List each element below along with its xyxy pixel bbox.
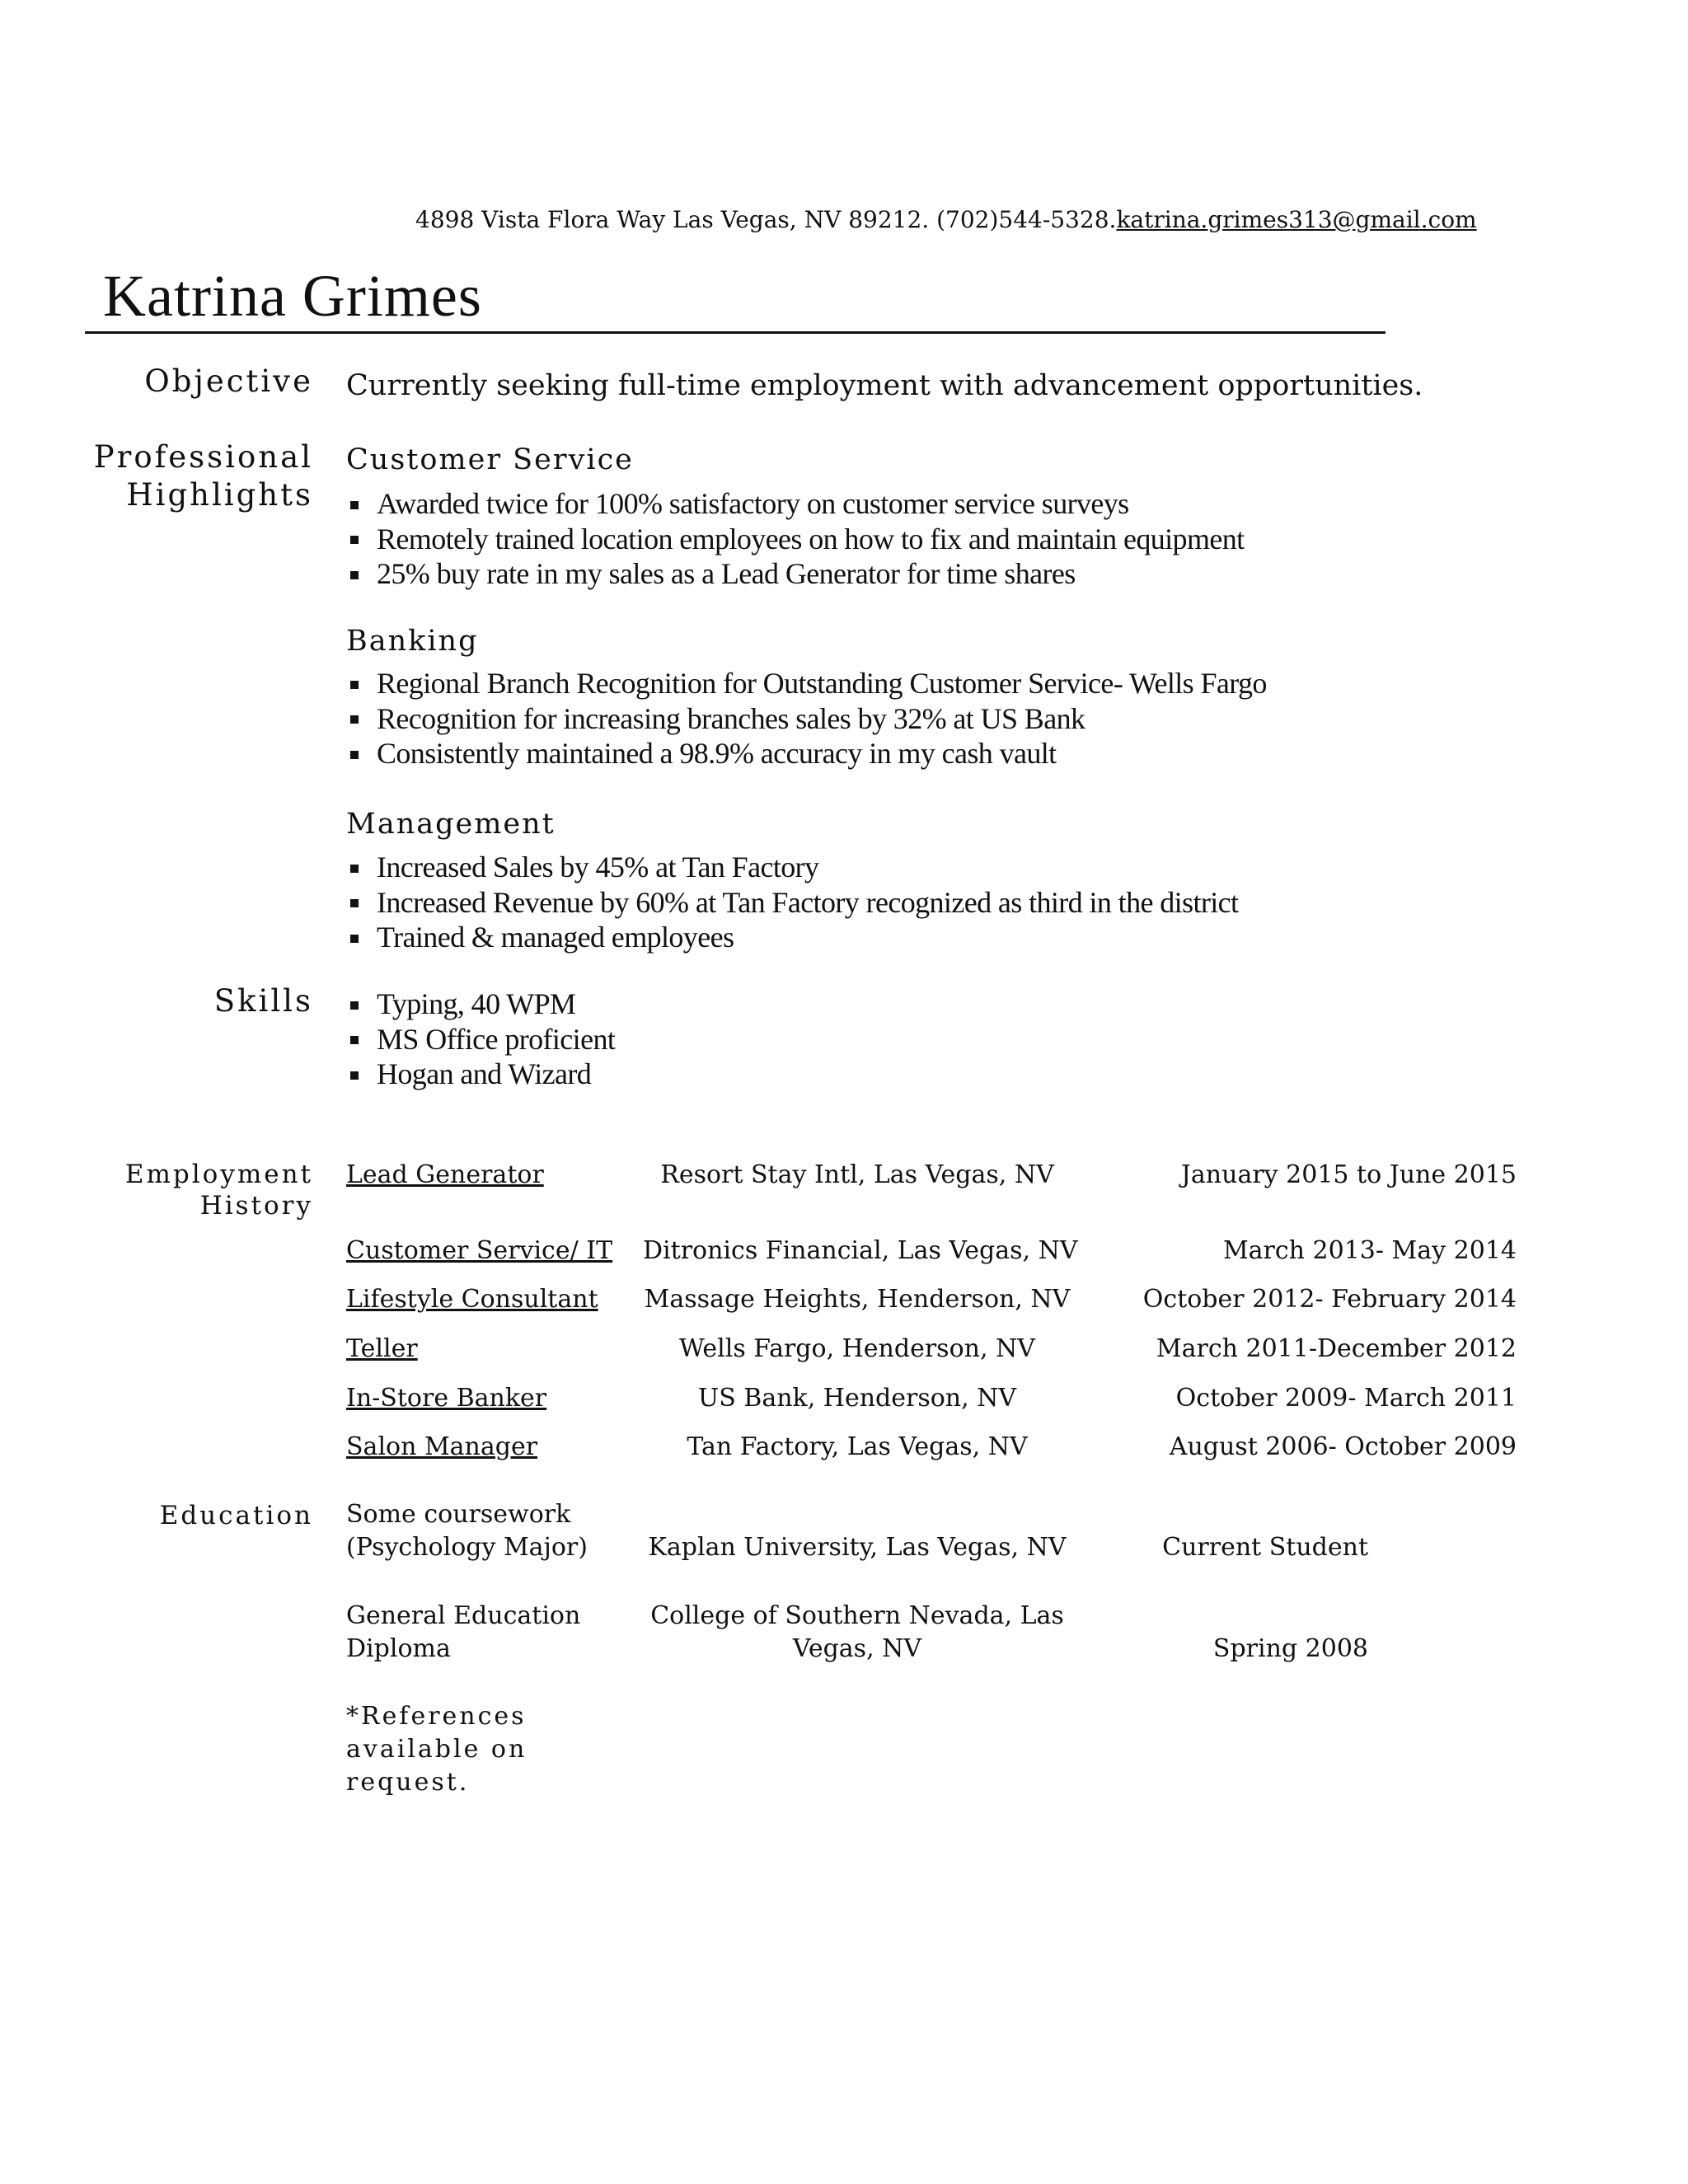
employment-row-dates: March 2011-December 2012 [1156,1334,1517,1363]
skills-label: Skills [213,983,313,1019]
education-status: Current Student [1162,1533,1368,1562]
education-degree: General Education Diploma [346,1601,581,1663]
objective-label: Objective [144,363,313,399]
list-item: Increased Revenue by 60% at Tan Factory recognized as third in the district [346,885,1238,921]
bullet-square-icon [350,865,359,873]
customer-service-list [346,486,1245,592]
bullet-square-icon [350,681,359,689]
list-item: Remotely trained location employees on how to fix and maintain equipment [346,522,1245,557]
employment-row-title: Customer Service/ IT [346,1236,613,1265]
employment-row-company: Wells Fargo, Henderson, NV [679,1334,1035,1363]
education-status: Spring 2008 [1212,1634,1368,1663]
bullet-square-icon [350,899,359,907]
bullet-square-icon [350,935,359,943]
highlights-heading-customer-service: Customer Service [346,443,634,476]
list-item: Hogan and Wizard [346,1057,615,1092]
employment-row-dates: March 2013- May 2014 [1222,1236,1517,1265]
references-note: *References available on request. [346,1702,528,1797]
employment-row-title: Salon Manager [346,1432,538,1461]
employment-label-line2: History [199,1191,313,1221]
bullet-square-icon [350,571,359,579]
employment-row-company: Massage Heights, Henderson, NV [644,1285,1071,1314]
employment-row-dates: January 2015 to June 2015 [1180,1160,1517,1189]
employment-row-title: Lifestyle Consultant [346,1285,598,1314]
education-label: Education [159,1501,313,1530]
employment-row-company: Resort Stay Intl, Las Vegas, NV [660,1160,1054,1189]
contact-address-phone: 4898 Vista Flora Way Las Vegas, NV 89212. (702)544-5328. [415,206,1117,233]
bullet-square-icon [350,1001,359,1010]
education-school: Kaplan University, Las Vegas, NV [648,1533,1067,1562]
employment-row-title: Lead Generator [346,1160,544,1189]
highlights-label-line2: Highlights [126,477,313,513]
employment-row-dates: August 2006- October 2009 [1169,1432,1517,1461]
list-item: Typing, 40 WPM [346,987,615,1022]
employment-row-company: US Bank, Henderson, NV [697,1384,1017,1413]
highlights-label [16,438,313,514]
employment-label [16,1159,313,1221]
management-list [346,850,1238,955]
bullet-square-icon [350,1071,359,1080]
contact-info [415,206,1477,233]
employment-row-company: Tan Factory, Las Vegas, NV [687,1432,1028,1461]
bullet-square-icon [350,536,359,544]
candidate-name: Katrina Grimes [103,263,482,329]
bullet-square-icon [350,501,359,509]
list-item: Regional Branch Recognition for Outstanding Customer Service- Wells Fargo [346,666,1267,701]
highlights-label-line1: Professional [93,439,313,475]
bullet-square-icon [350,1036,359,1044]
banking-list [346,666,1267,771]
highlights-heading-banking: Banking [346,625,479,658]
list-item: Consistently maintained a 98.9% accuracy in my cash vault [346,736,1267,771]
objective-text: Currently seeking full-time employment with advancement opportunities. [346,369,1423,402]
bullet-square-icon [350,715,359,724]
education-degree: Some coursework (Psychology Major) [346,1500,588,1562]
list-item: Trained & managed employees [346,920,1238,955]
email-link[interactable]: katrina.grimes313@gmail.com [1116,206,1477,233]
employment-row-dates: October 2009- March 2011 [1175,1384,1517,1413]
employment-row-company: Ditronics Financial, Las Vegas, NV [643,1236,1078,1265]
employment-label-line1: Employment [124,1160,313,1189]
header-divider [85,331,1386,334]
highlights-heading-management: Management [346,808,556,841]
list-item: 25% buy rate in my sales as a Lead Generator for time shares [346,556,1245,592]
list-item: Awarded twice for 100% satisfactory on customer service surveys [346,486,1245,522]
education-school: College of Southern Nevada, Las Vegas, NV [650,1601,1064,1663]
list-item: MS Office proficient [346,1022,615,1057]
list-item: Increased Sales by 45% at Tan Factory [346,850,1238,885]
list-item: Recognition for increasing branches sales by 32% at US Bank [346,701,1267,737]
bullet-square-icon [350,751,359,759]
employment-row-title: In-Store Banker [346,1384,547,1413]
employment-row-title: Teller [346,1334,418,1363]
employment-row-dates: October 2012- February 2014 [1142,1285,1517,1314]
skills-list [346,987,615,1092]
